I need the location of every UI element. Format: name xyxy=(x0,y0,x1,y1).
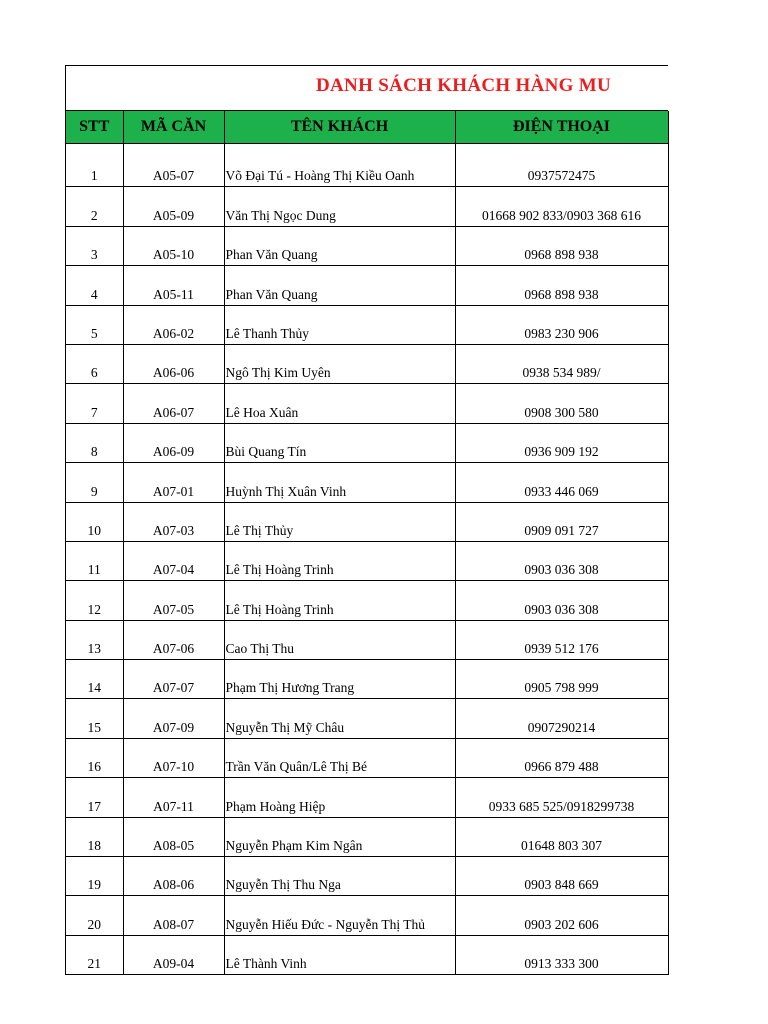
cell-dien-thoai: 0909 091 727 xyxy=(455,502,668,541)
cell-stt: 15 xyxy=(66,699,123,738)
cell-ten-khach: Phan Văn Quang xyxy=(224,226,455,265)
cell-stt: 10 xyxy=(66,502,123,541)
table-row xyxy=(66,699,668,738)
table-row xyxy=(66,423,668,462)
cell-dien-thoai: 0903 036 308 xyxy=(455,541,668,580)
cell-ma-can: A08-05 xyxy=(123,817,224,856)
cell-ma-can: A07-09 xyxy=(123,699,224,738)
header-stt: STT xyxy=(66,111,123,144)
cell-ten-khach: Nguyễn Phạm Kim Ngân xyxy=(224,817,455,856)
cell-ten-khach: Lê Thị Hoàng Trinh xyxy=(224,541,455,580)
cell-ma-can: A06-02 xyxy=(123,305,224,344)
cell-dien-thoai: 0983 230 906 xyxy=(455,305,668,344)
cell-ten-khach: Văn Thị Ngọc Dung xyxy=(224,187,455,226)
cell-stt: 18 xyxy=(66,817,123,856)
cell-ten-khach: Ngô Thị Kim Uyên xyxy=(224,344,455,383)
cell-dien-thoai: 0913 333 300 xyxy=(455,935,668,974)
cell-dien-thoai: 0903 848 669 xyxy=(455,857,668,896)
cell-ten-khach: Cao Thị Thu xyxy=(224,620,455,659)
spreadsheet-table xyxy=(65,65,668,975)
cell-stt: 1 xyxy=(66,148,123,187)
cell-dien-thoai: 0936 909 192 xyxy=(455,423,668,462)
cell-dien-thoai: 0933 685 525/0918299738 xyxy=(455,778,668,817)
table-row xyxy=(66,896,668,935)
table-row xyxy=(66,344,668,383)
cell-ma-can: A05-07 xyxy=(123,148,224,187)
table-row xyxy=(66,187,668,226)
cell-ma-can: A07-04 xyxy=(123,541,224,580)
cell-dien-thoai: 0908 300 580 xyxy=(455,384,668,423)
table-row xyxy=(66,502,668,541)
header-dien-thoai: ĐIỆN THOẠI xyxy=(455,111,668,144)
cell-dien-thoai: 0968 898 938 xyxy=(455,226,668,265)
cell-ma-can: A05-10 xyxy=(123,226,224,265)
cell-ten-khach: Huỳnh Thị Xuân Vinh xyxy=(224,463,455,502)
cell-ma-can: A07-01 xyxy=(123,463,224,502)
cell-ma-can: A07-06 xyxy=(123,620,224,659)
cell-stt: 21 xyxy=(66,935,123,974)
table-row xyxy=(66,148,668,187)
cell-ten-khach: Võ Đại Tú - Hoàng Thị Kiều Oanh xyxy=(224,148,455,187)
cell-ten-khach: Nguyễn Thị Mỹ Châu xyxy=(224,699,455,738)
cell-dien-thoai: 0907290214 xyxy=(455,699,668,738)
cell-ma-can: A07-07 xyxy=(123,660,224,699)
cell-ten-khach: Trần Văn Quân/Lê Thị Bé xyxy=(224,738,455,777)
table-row xyxy=(66,541,668,580)
table-row xyxy=(66,817,668,856)
table-row xyxy=(66,384,668,423)
cell-ten-khach: Phạm Hoàng Hiệp xyxy=(224,778,455,817)
header-ma-can: MÃ CĂN xyxy=(123,111,224,144)
table-row xyxy=(66,660,668,699)
cell-ma-can: A06-07 xyxy=(123,384,224,423)
cell-dien-thoai: 01648 803 307 xyxy=(455,817,668,856)
cell-ten-khach: Lê Thanh Thủy xyxy=(224,305,455,344)
cell-ten-khach: Lê Thị Hoàng Trinh xyxy=(224,581,455,620)
table-body xyxy=(66,148,668,975)
cell-ten-khach: Phan Văn Quang xyxy=(224,266,455,305)
cell-ma-can: A06-06 xyxy=(123,344,224,383)
cell-dien-thoai: 0933 446 069 xyxy=(455,463,668,502)
cell-stt: 12 xyxy=(66,581,123,620)
cell-stt: 17 xyxy=(66,778,123,817)
cell-ma-can: A08-07 xyxy=(123,896,224,935)
cell-dien-thoai: 01668 902 833/0903 368 616 xyxy=(455,187,668,226)
table-row xyxy=(66,266,668,305)
cell-stt: 20 xyxy=(66,896,123,935)
cell-stt: 8 xyxy=(66,423,123,462)
cell-stt: 14 xyxy=(66,660,123,699)
header-row xyxy=(66,111,668,144)
cell-ma-can: A05-09 xyxy=(123,187,224,226)
cell-dien-thoai: 0966 879 488 xyxy=(455,738,668,777)
sheet-title: DANH SÁCH KHÁCH HÀNG MU xyxy=(316,75,612,96)
cell-ten-khach: Nguyễn Hiếu Đức - Nguyễn Thị Thủ xyxy=(224,896,455,935)
cell-ten-khach: Nguyễn Thị Thu Nga xyxy=(224,857,455,896)
table-row xyxy=(66,778,668,817)
cell-ma-can: A07-10 xyxy=(123,738,224,777)
cell-stt: 19 xyxy=(66,857,123,896)
cell-ma-can: A07-11 xyxy=(123,778,224,817)
cell-ten-khach: Lê Hoa Xuân xyxy=(224,384,455,423)
cell-dien-thoai: 0903 036 308 xyxy=(455,581,668,620)
cell-stt: 13 xyxy=(66,620,123,659)
table-row xyxy=(66,857,668,896)
cell-ma-can: A05-11 xyxy=(123,266,224,305)
cell-stt: 9 xyxy=(66,463,123,502)
cell-dien-thoai: 0939 512 176 xyxy=(455,620,668,659)
cell-stt: 11 xyxy=(66,541,123,580)
cell-stt: 16 xyxy=(66,738,123,777)
table-row xyxy=(66,620,668,659)
table-row xyxy=(66,463,668,502)
cell-stt: 6 xyxy=(66,344,123,383)
cell-ma-can: A07-05 xyxy=(123,581,224,620)
cell-ten-khach: Lê Thị Thủy xyxy=(224,502,455,541)
cell-ma-can: A07-03 xyxy=(123,502,224,541)
cell-dien-thoai: 0938 534 989/ xyxy=(455,344,668,383)
table-row xyxy=(66,305,668,344)
table-row xyxy=(66,935,668,974)
cell-stt: 5 xyxy=(66,305,123,344)
title-row xyxy=(66,66,668,111)
cell-ten-khach: Phạm Thị Hương Trang xyxy=(224,660,455,699)
cell-stt: 2 xyxy=(66,187,123,226)
cell-dien-thoai: 0905 798 999 xyxy=(455,660,668,699)
cell-dien-thoai: 0968 898 938 xyxy=(455,266,668,305)
table-row xyxy=(66,226,668,265)
cell-ten-khach: Bùi Quang Tín xyxy=(224,423,455,462)
table-header xyxy=(66,111,668,144)
cell-stt: 3 xyxy=(66,226,123,265)
cell-ma-can: A06-09 xyxy=(123,423,224,462)
table-row xyxy=(66,581,668,620)
cell-dien-thoai: 0903 202 606 xyxy=(455,896,668,935)
customer-table xyxy=(66,111,669,975)
header-ten-khach: TÊN KHÁCH xyxy=(224,111,455,144)
table-row xyxy=(66,738,668,777)
cell-ma-can: A09-04 xyxy=(123,935,224,974)
cell-ten-khach: Lê Thành Vinh xyxy=(224,935,455,974)
cell-dien-thoai: 0937572475 xyxy=(455,148,668,187)
cell-stt: 7 xyxy=(66,384,123,423)
cell-ma-can: A08-06 xyxy=(123,857,224,896)
cell-stt: 4 xyxy=(66,266,123,305)
